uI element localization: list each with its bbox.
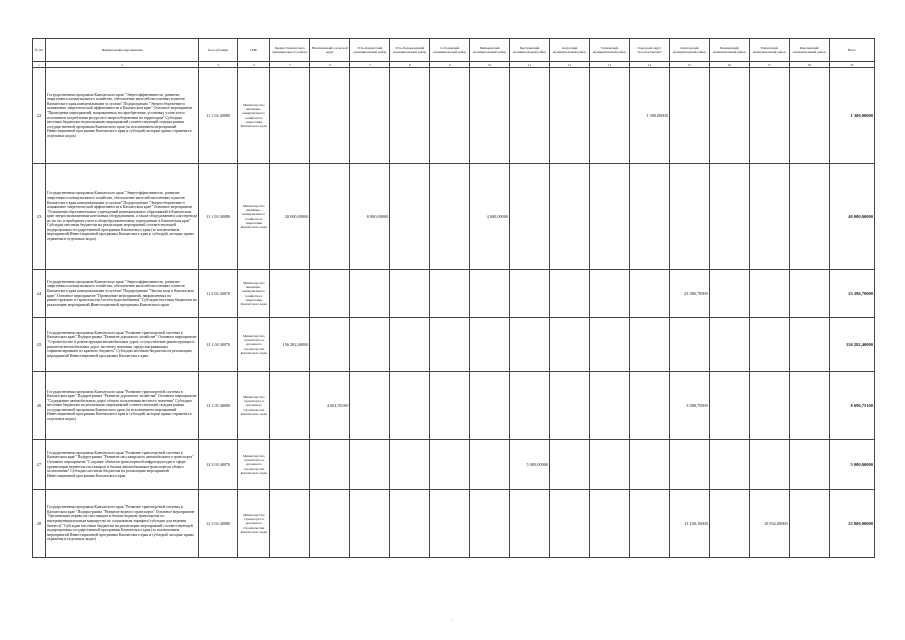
amount-cell bbox=[510, 68, 550, 164]
amount-cell bbox=[550, 68, 590, 164]
column-header: Мильковский муниципальный район bbox=[470, 39, 510, 62]
amount-cell bbox=[350, 440, 390, 490]
amount-cell bbox=[430, 270, 470, 318]
column-number: 12 bbox=[550, 62, 590, 68]
amount-cell: 28 000,00000 bbox=[270, 164, 310, 270]
grbs-name: Министерство жилищно-коммунального хозяйства и энергетики Камчатского края bbox=[238, 68, 270, 164]
row-number: 28 bbox=[33, 490, 46, 558]
column-header: Бюджет Камчатского муниципального района bbox=[270, 39, 310, 62]
amount-cell bbox=[669, 318, 709, 372]
measure-name: Государственная программа Камчатского края "Развитие транспортной системы в Камчатском крае" Подпрограмма "Развитие водного транспорта" Основное мероприятие "Организация перевозок пассажиров и багажа водным транспортом по внутримуниципальным маршрутам по социальным тарифам (субсидии для ведения бизнеса)" Субсидии местным бюджетам на реализацию мероприятий соответствующей подпрограммы государственной программы Камчатского края (за исключением мероприятий Инвестиционной программы Камчатского края и субсидий, которые прямо отражены в отдельных кодах) bbox=[45, 490, 198, 558]
amount-cell: 8 000,00000 bbox=[350, 164, 390, 270]
amount-cell bbox=[430, 68, 470, 164]
column-header: Олюторский муниципальный район bbox=[669, 39, 709, 62]
amount-cell bbox=[589, 164, 629, 270]
amount-cell bbox=[510, 270, 550, 318]
subsidy-code: 11 1 02 40080 bbox=[199, 68, 238, 164]
subsidy-code: 11 2 02 40070 bbox=[199, 270, 238, 318]
amount-cell bbox=[470, 270, 510, 318]
measure-name: Государственная программа Камчатского края "Энергоэффективность, развитие энергетики и коммунального хозяйства, обеспечение жителей населенных пунктов Камчатского края коммунальными услугами" Подпрограмма "Энергосбережение и повышение энергетической эффективности в Камчатском крае" Основное мероприятие "Оснащение образовательных учреждений муниципальных образований в Камчатском крае энергоэкономичным котельным оборудованием, а также оборудованием для перевода их на газ и приборами учета в общеобразовательных учреждениях в Камчатском крае" Субсидии местным бюджетам на реализацию мероприятий соответствующей подпрограммы государственной программы Камчатского края (за исключением мероприятий Инвестиционной программы Камчатского края и субсидий, которые прямо отражены в отдельных кодах) bbox=[45, 164, 198, 270]
amount-cell bbox=[589, 68, 629, 164]
amount-cell bbox=[350, 490, 390, 558]
amount-cell bbox=[589, 440, 629, 490]
subsidy-code: 12 1 05 40080 bbox=[199, 372, 238, 440]
column-header: Пенжинский муниципальный район bbox=[709, 39, 749, 62]
column-number: 3 bbox=[199, 62, 238, 68]
subsidy-code: 12 5 02 40080 bbox=[199, 490, 238, 558]
column-number: 4 bbox=[238, 62, 270, 68]
row-number: 24 bbox=[33, 270, 46, 318]
amount-cell bbox=[550, 440, 590, 490]
amount-cell bbox=[749, 270, 789, 318]
column-header: ГРБС bbox=[238, 39, 270, 62]
amount-cell bbox=[749, 318, 789, 372]
column-number: 7 bbox=[350, 62, 390, 68]
row-number: 26 bbox=[33, 372, 46, 440]
column-header: Городской округ "поселок Палана" bbox=[629, 39, 669, 62]
amount-cell bbox=[589, 490, 629, 558]
table-row bbox=[33, 164, 875, 270]
amount-cell bbox=[709, 490, 749, 558]
amount-cell bbox=[350, 372, 390, 440]
row-number: 27 bbox=[33, 440, 46, 490]
column-number: 19 bbox=[829, 62, 874, 68]
column-header: Карагинский муниципальный район bbox=[789, 39, 829, 62]
table-row bbox=[33, 440, 875, 490]
grbs-name: Министерство жилищно-коммунального хозяйства и энергетики Камчатского края bbox=[238, 164, 270, 270]
row-total: 5 000,00000 bbox=[829, 440, 874, 490]
grbs-name: Министерство транспорта и дорожного строительства Камчатского края bbox=[238, 440, 270, 490]
amount-cell bbox=[629, 440, 669, 490]
subsidy-distribution-table bbox=[32, 38, 875, 558]
amount-cell: 1 300,00000 bbox=[629, 68, 669, 164]
amount-cell bbox=[310, 68, 350, 164]
amount-cell bbox=[390, 164, 430, 270]
row-total: 156 282,40000 bbox=[829, 318, 874, 372]
measure-name: Государственная программа Камчатского края "Развитие транспортной системы в Камчатском крае" Подпрограмма "Развитие дорожного хозяйства" Основное мероприятие "Содержание автомобильных дорог общего пользования местного значения" Субсидии местным бюджетам на реализацию мероприятий соответствующей подпрограммы государственной программы Камчатского края (за исключением мероприятий Инвестиционной программы Камчатского края и субсидий, которые прямо отражены в отдельных кодах) bbox=[45, 372, 198, 440]
amount-cell bbox=[550, 270, 590, 318]
amount-cell bbox=[589, 372, 629, 440]
amount-cell bbox=[470, 440, 510, 490]
amount-cell bbox=[310, 318, 350, 372]
subsidy-code: 12 1 04 40070 bbox=[199, 318, 238, 372]
grbs-name: Министерство транспорта и дорожного строительства Камчатского края bbox=[238, 318, 270, 372]
table-row bbox=[33, 372, 875, 440]
amount-cell bbox=[550, 318, 590, 372]
measure-name: Государственная программа Камчатского края "Развитие транспортной системы в Камчатском крае" Подпрограмма "Развитие пассажирского автомобильного транспорта" Основное мероприятие "Создание объектов транспортной инфраструктуры в сфере организации перевозок пассажиров и багажа автомобильным транспортом общего пользования" Субсидии местным бюджетам на реализацию мероприятий Инвестиционной программы Камчатского края bbox=[45, 440, 198, 490]
column-header: Алеутский муниципальный район bbox=[550, 39, 590, 62]
amount-cell bbox=[749, 440, 789, 490]
amount-cell bbox=[390, 318, 430, 372]
amount-cell bbox=[430, 372, 470, 440]
amount-cell: 4 601,95100 bbox=[310, 372, 350, 440]
column-header: Вилючинский городской округ bbox=[310, 39, 350, 62]
amount-cell bbox=[749, 372, 789, 440]
column-number: 13 bbox=[589, 62, 629, 68]
amount-cell bbox=[310, 490, 350, 558]
row-total: 8 690,75100 bbox=[829, 372, 874, 440]
amount-cell bbox=[270, 372, 310, 440]
column-number: 6 bbox=[310, 62, 350, 68]
measure-name: Государственная программа Камчатского края "Энергоэффективность, развитие энергетики и коммунального хозяйства, обеспечение жителей населенных пунктов Камчатского края коммунальными услугами" Подпрограмма "Энергосбережение и повышение энергетической эффективности в Камчатском крае" Основное мероприятие "Проведение мероприятий, направленных на приобретение, установку узлов учета источников потребления ресурсов и энергосбережения на территории" Субсидии местным бюджетам на реализацию мероприятий соответствующей подпрограммы государственной программы Камчатского края (за исключением мероприятий Инвестиционной программы Камчатского края и субсидий, которые прямо отражены в отдельных кодах) bbox=[45, 68, 198, 164]
amount-cell bbox=[390, 440, 430, 490]
amount-cell bbox=[709, 68, 749, 164]
amount-cell bbox=[470, 318, 510, 372]
table-row bbox=[33, 68, 875, 164]
amount-cell bbox=[310, 164, 350, 270]
amount-cell bbox=[470, 490, 510, 558]
amount-cell: 5 000,00000 bbox=[510, 440, 550, 490]
amount-cell bbox=[789, 164, 829, 270]
column-number: 14 bbox=[629, 62, 669, 68]
row-total: 23 000,00000 bbox=[829, 490, 874, 558]
column-number: 1 bbox=[33, 62, 46, 68]
amount-cell bbox=[350, 270, 390, 318]
column-header: Соболевский муниципальный район bbox=[430, 39, 470, 62]
amount-cell bbox=[789, 372, 829, 440]
amount-cell bbox=[709, 164, 749, 270]
amount-cell bbox=[510, 372, 550, 440]
amount-cell: 4 000,00000 bbox=[470, 164, 510, 270]
amount-cell bbox=[390, 68, 430, 164]
amount-cell bbox=[629, 318, 669, 372]
amount-cell bbox=[510, 318, 550, 372]
amount-cell: 156 282,40000 bbox=[270, 318, 310, 372]
amount-cell bbox=[749, 164, 789, 270]
amount-cell bbox=[629, 372, 669, 440]
column-header: Код субсидии bbox=[199, 39, 238, 62]
column-number: 16 bbox=[709, 62, 749, 68]
amount-cell bbox=[430, 440, 470, 490]
amount-cell bbox=[430, 318, 470, 372]
amount-cell bbox=[629, 490, 669, 558]
amount-cell bbox=[510, 490, 550, 558]
amount-cell bbox=[550, 372, 590, 440]
column-header: Усть-Камчатский муниципальный район bbox=[350, 39, 390, 62]
amount-cell bbox=[390, 490, 430, 558]
amount-cell bbox=[629, 164, 669, 270]
column-number: 8 bbox=[390, 62, 430, 68]
row-number: 22 bbox=[33, 68, 46, 164]
column-header: Всего bbox=[829, 39, 874, 62]
row-number: 23 bbox=[33, 164, 46, 270]
amount-cell bbox=[669, 164, 709, 270]
amount-cell bbox=[550, 490, 590, 558]
amount-cell bbox=[390, 270, 430, 318]
measure-name: Государственная программа Камчатского края "Энергоэффективность, развитие энергетики и коммунального хозяйства, обеспечение жителей населенных пунктов Камчатского края коммунальными услугами" Подпрограмма "Чистая вода в Камчатском крае" Основное мероприятие "Проведение мероприятий, направленных на реконструкцию и строительство систем водоснабжения" Субсидии местным бюджетам на реализацию мероприятий Инвестиционной программы Камчатского края bbox=[45, 270, 198, 318]
header-row bbox=[33, 39, 875, 62]
subsidy-code: 12 3 03 40070 bbox=[199, 440, 238, 490]
row-number: 25 bbox=[33, 318, 46, 372]
subsidy-code: 11 1 03 40080 bbox=[199, 164, 238, 270]
amount-cell bbox=[310, 440, 350, 490]
amount-cell bbox=[669, 68, 709, 164]
amount-cell bbox=[430, 490, 470, 558]
column-header: Наименование мероприятия bbox=[45, 39, 198, 62]
amount-cell bbox=[789, 490, 829, 558]
column-header: Усть-Большерецкий муниципальный район bbox=[390, 39, 430, 62]
column-number: 10 bbox=[470, 62, 510, 68]
table-row bbox=[33, 490, 875, 558]
amount-cell bbox=[789, 270, 829, 318]
column-number: 9 bbox=[430, 62, 470, 68]
column-number: 2 bbox=[45, 62, 198, 68]
row-total: 1 300,00000 bbox=[829, 68, 874, 164]
amount-cell bbox=[550, 164, 590, 270]
amount-cell bbox=[270, 490, 310, 558]
amount-cell bbox=[390, 372, 430, 440]
amount-cell bbox=[270, 440, 310, 490]
amount-cell bbox=[789, 318, 829, 372]
amount-cell bbox=[270, 68, 310, 164]
column-header: Тигильский муниципальный район bbox=[589, 39, 629, 62]
amount-cell bbox=[709, 270, 749, 318]
amount-cell bbox=[430, 164, 470, 270]
column-header: Елизовский муниципальный район bbox=[749, 39, 789, 62]
amount-cell bbox=[270, 270, 310, 318]
amount-cell bbox=[350, 68, 390, 164]
amount-cell: 10 032,00000 bbox=[749, 490, 789, 558]
amount-cell: 23 386,70000 bbox=[669, 270, 709, 318]
grbs-name: Министерство жилищно-коммунального хозяйства и энергетики Камчатского края bbox=[238, 270, 270, 318]
row-total: 23 386,70000 bbox=[829, 270, 874, 318]
amount-cell bbox=[470, 68, 510, 164]
amount-cell: 3 088,70000 bbox=[669, 372, 709, 440]
table-row bbox=[33, 318, 875, 372]
amount-cell bbox=[789, 68, 829, 164]
amount-cell bbox=[629, 270, 669, 318]
column-number: 5 bbox=[270, 62, 310, 68]
amount-cell: 13 100,10000 bbox=[669, 490, 709, 558]
amount-cell bbox=[510, 164, 550, 270]
amount-cell bbox=[709, 372, 749, 440]
amount-cell bbox=[589, 318, 629, 372]
amount-cell bbox=[310, 270, 350, 318]
column-header: № п/п bbox=[33, 39, 46, 62]
amount-cell bbox=[669, 440, 709, 490]
measure-name: Государственная программа Камчатского края "Развитие транспортной системы в Камчатском крае" Подпрограмма "Развитие дорожного хозяйства" Основное мероприятие "Строительство и реконструкция автомобильных дорог, осуществление реконструкции и ремонтов автомобильных дорог местного значения, предусматривающих софинансирование из краевого бюджета" Субсидии местным бюджетам на реализацию мероприятий Инвестиционной программы Камчатского края bbox=[45, 318, 198, 372]
grbs-name: Министерство транспорта и дорожного строительства Камчатского края bbox=[238, 490, 270, 558]
column-header: Быстринский муниципальный район bbox=[510, 39, 550, 62]
column-number: 17 bbox=[749, 62, 789, 68]
row-total: 40 000,00000 bbox=[829, 164, 874, 270]
page-footer-mark: · bbox=[452, 618, 454, 623]
amount-cell bbox=[709, 440, 749, 490]
table-row bbox=[33, 270, 875, 318]
amount-cell bbox=[789, 440, 829, 490]
amount-cell bbox=[470, 372, 510, 440]
column-number: 15 bbox=[669, 62, 709, 68]
column-number: 11 bbox=[510, 62, 550, 68]
grbs-name: Министерство транспорта и дорожного строительства Камчатского края bbox=[238, 372, 270, 440]
amount-cell bbox=[709, 318, 749, 372]
column-number: 18 bbox=[789, 62, 829, 68]
amount-cell bbox=[350, 318, 390, 372]
amount-cell bbox=[589, 270, 629, 318]
amount-cell bbox=[749, 68, 789, 164]
